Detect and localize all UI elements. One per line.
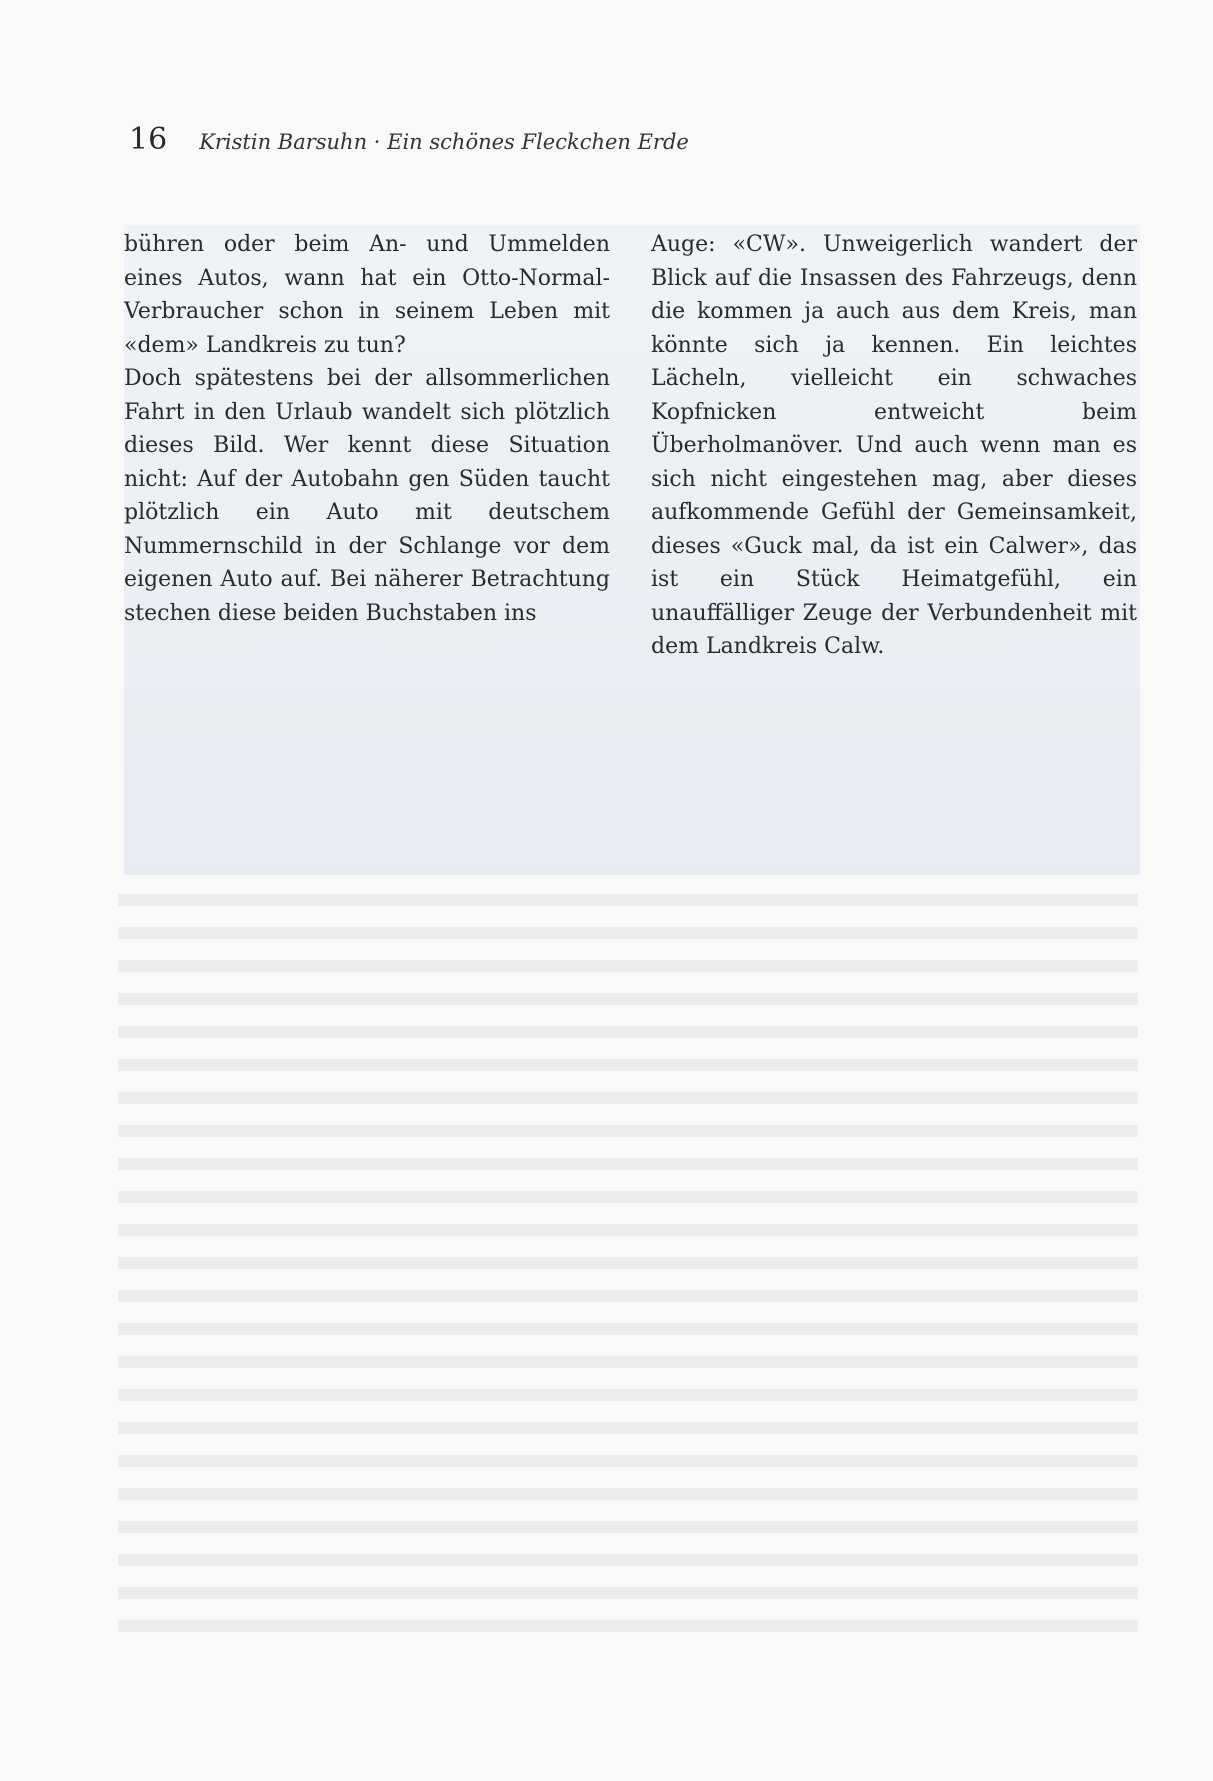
- paragraph: Doch spätestens bei der allsommerlichen Fahrt in den Urlaub wandelt sich plötzlich dieses Bild. Wer kennt diese Situation nicht: Auf der Autobahn gen Süden taucht plötzlich ein Auto mit deutschem Nummernschild in der Schlange vor dem eigenen Auto auf. Bei näherer Betrachtung stechen diese beiden Buchstaben ins: [124, 366, 610, 626]
- text-column-left: [124, 228, 610, 630]
- paragraph: bühren oder beim An- und Ummelden eines Autos, wann hat ein Otto-Normal-Verbraucher schon in seinem Leben mit «dem» Landkreis zu tun?: [124, 232, 610, 358]
- page-number: 16: [129, 122, 168, 157]
- paragraph: Auge: «CW». Unweigerlich wandert der Blick auf die Insassen des Fahrzeugs, denn die kommen ja auch aus dem Kreis, man könnte sich ja kennen. Ein leichtes Lächeln, vielleicht ein schwaches Kopfnicken entweicht beim Überholmanöver. Und auch wenn man es sich nicht eingestehen mag, aber dieses aufkommende Gefühl der Gemeinsamkeit, dieses «Guck mal, da ist ein Calwer», das ist ein Stück Heimatgefühl, ein unauffälliger Zeuge der Verbundenheit mit dem Landkreis Calw.: [651, 232, 1137, 659]
- page-header: [129, 122, 689, 162]
- show-through-text-area: [118, 880, 1138, 1640]
- text-column-right: [651, 228, 1137, 664]
- running-head: Kristin Barsuhn · Ein schönes Fleckchen Erde: [199, 130, 689, 154]
